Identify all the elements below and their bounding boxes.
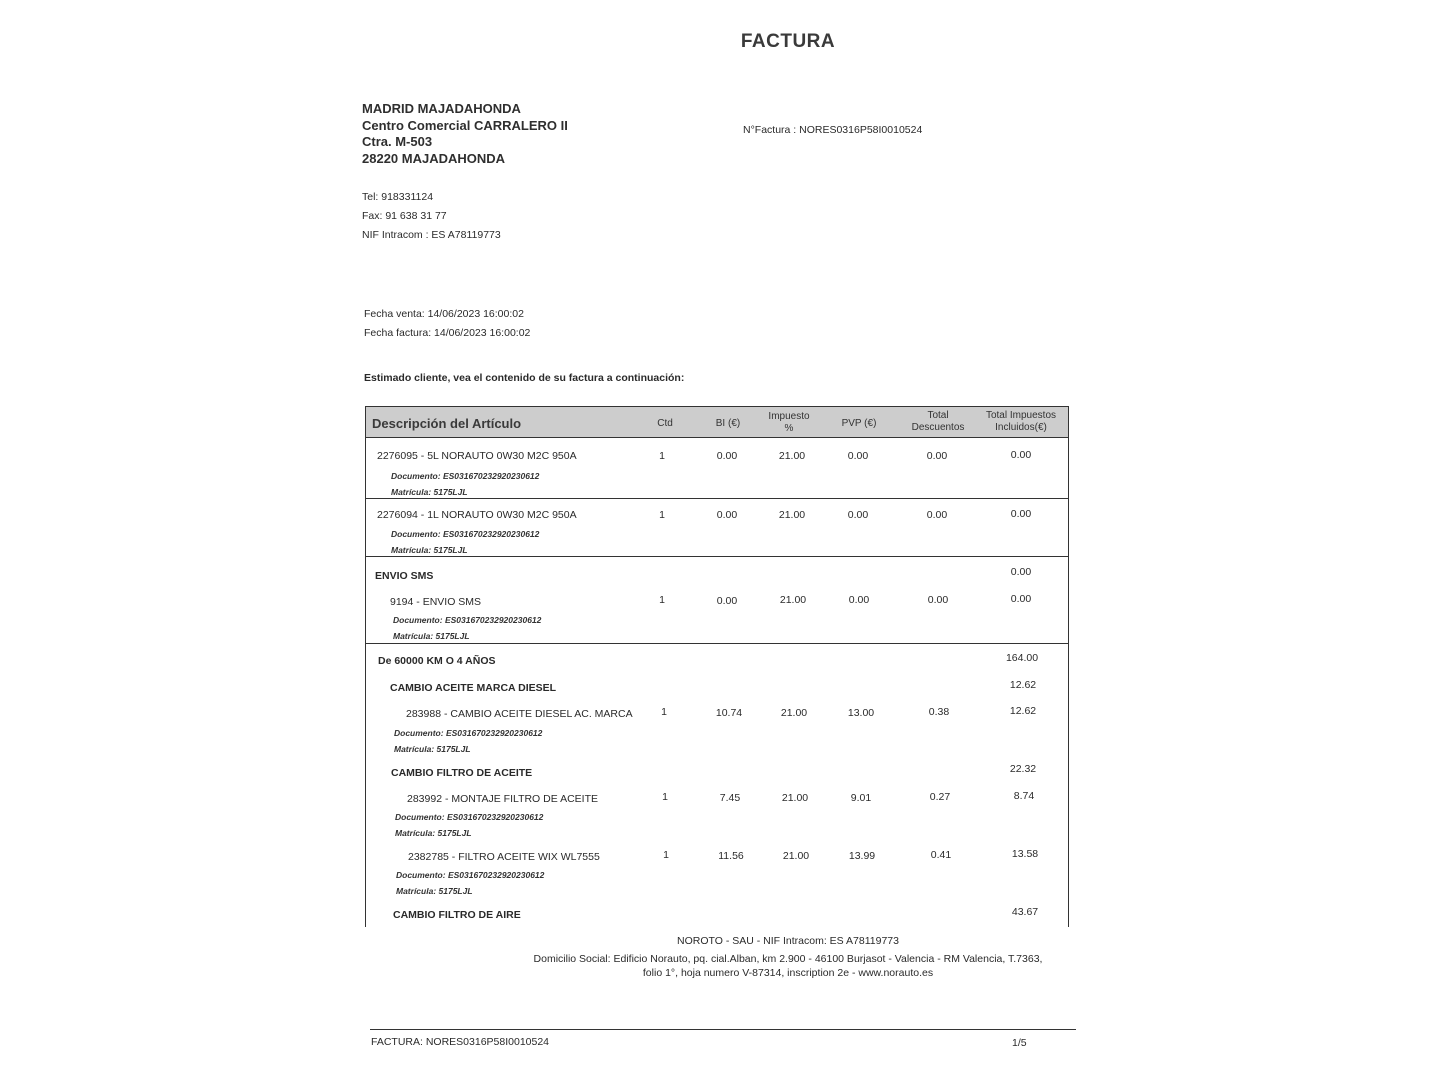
- item-discount: 0.00: [926, 509, 948, 521]
- nif: NIF Intracom : ES A78119773: [362, 229, 501, 241]
- item-description: 2276095 - 5L NORAUTO 0W30 M2C 950A: [377, 450, 577, 462]
- item-total: 0.00: [1010, 593, 1032, 605]
- address-line: Centro Comercial CARRALERO II: [362, 117, 568, 133]
- item-base: 0.00: [716, 595, 738, 607]
- item-tax: 21.00: [778, 450, 806, 462]
- item-plate: Matrícula: 5175LJL: [393, 631, 470, 641]
- item-description: 283988 - CAMBIO ACEITE DIESEL AC. MARCA: [406, 708, 633, 720]
- item-quantity: 1: [659, 450, 665, 462]
- item-total: 12.62: [1009, 705, 1037, 717]
- footer-invoice-number: FACTURA: NORES0316P58I0010524: [371, 1036, 550, 1048]
- item-quantity: 1: [659, 509, 665, 521]
- item-document: Documento: ES031670232920230612: [394, 728, 543, 738]
- intro-text: Estimado cliente, vea el contenido de su factura a continuación:: [364, 372, 685, 384]
- group-label: De 60000 KM O 4 AÑOS: [378, 655, 496, 667]
- item-pvp: 0.00: [847, 450, 869, 462]
- item-base: 0.00: [716, 509, 738, 521]
- col-discounts: Total Descuentos: [911, 410, 965, 433]
- item-total: 0.00: [1010, 508, 1032, 520]
- col-pvp: PVP (€): [841, 418, 877, 429]
- item-description: 283992 - MONTAJE FILTRO DE ACEITE: [407, 793, 598, 805]
- footer-divider: [370, 1029, 1076, 1030]
- footer-registry: folio 1°, hoja numero V-87314, inscription 2e - www.norauto.es: [642, 967, 934, 979]
- contact-info: [362, 188, 501, 245]
- item-tax: 21.00: [778, 509, 806, 521]
- item-pvp: 13.99: [848, 850, 876, 862]
- invoice-date: Fecha factura: 14/06/2023 16:00:02: [364, 327, 531, 339]
- item-total: 8.74: [1013, 790, 1035, 802]
- item-plate: Matrícula: 5175LJL: [395, 828, 472, 838]
- item-discount: 0.00: [927, 594, 949, 606]
- item-plate: Matrícula: 5175LJL: [391, 487, 468, 497]
- group-label: CAMBIO ACEITE MARCA DIESEL: [390, 682, 557, 694]
- col-total: Total Impuestos Incluidos(€): [985, 410, 1057, 433]
- col-tax: Impuesto %: [768, 411, 810, 434]
- table-header: [366, 407, 1068, 438]
- item-base: 10.74: [715, 707, 743, 719]
- document-title: FACTURA: [740, 31, 836, 52]
- phone: Tel: 918331124: [362, 191, 434, 203]
- item-plate: Matrícula: 5175LJL: [394, 744, 471, 754]
- item-discount: 0.27: [929, 791, 951, 803]
- item-pvp: 13.00: [847, 707, 875, 719]
- store-address: [362, 101, 568, 167]
- item-quantity: 1: [663, 849, 669, 861]
- invoice-dates: [364, 305, 530, 343]
- invoice-number: N°Factura : NORES0316P58I0010524: [743, 124, 923, 136]
- row-divider: [366, 498, 1068, 499]
- group-total: 164.00: [1005, 652, 1039, 664]
- item-base: 7.45: [719, 792, 741, 804]
- page-number: 1/5: [1012, 1037, 1027, 1049]
- item-pvp: 0.00: [848, 594, 870, 606]
- item-document: Documento: ES031670232920230612: [393, 615, 542, 625]
- group-total: 43.67: [1011, 906, 1039, 918]
- address-line: Ctra. M-503: [362, 134, 433, 149]
- item-pvp: 0.00: [847, 509, 869, 521]
- item-tax: 21.00: [779, 594, 807, 606]
- item-document: Documento: ES031670232920230612: [391, 529, 540, 539]
- item-base: 0.00: [716, 450, 738, 462]
- item-tax: 21.00: [782, 850, 810, 862]
- address-line: 28220 MAJADAHONDA: [362, 150, 506, 166]
- item-base: 11.56: [718, 850, 744, 862]
- item-discount: 0.41: [930, 849, 952, 861]
- item-discount: 0.00: [926, 450, 948, 462]
- item-quantity: 1: [659, 594, 665, 606]
- item-quantity: 1: [662, 791, 668, 803]
- item-tax: 21.00: [780, 707, 808, 719]
- group-label: CAMBIO FILTRO DE ACEITE: [391, 767, 533, 779]
- item-description: 2382785 - FILTRO ACEITE WIX WL7555: [408, 851, 600, 863]
- group-total: 22.32: [1009, 763, 1037, 775]
- footer-address: Domicilio Social: Edificio Norauto, pq. cial.Alban, km 2.900 - 46100 Burjasot - Valencia - RM Valencia, T.7363,: [533, 953, 1043, 965]
- row-divider: [366, 643, 1068, 644]
- sale-date: Fecha venta: 14/06/2023 16:00:02: [364, 308, 524, 320]
- col-description: Descripción del Artículo: [372, 416, 522, 431]
- item-total: 0.00: [1010, 449, 1032, 461]
- row-divider: [366, 556, 1068, 557]
- footer-company: NOROTO - SAU - NIF Intracom: ES A78119773: [677, 935, 899, 947]
- item-total: 13.58: [1011, 848, 1039, 860]
- item-plate: Matrícula: 5175LJL: [391, 545, 468, 555]
- invoice-table: [365, 406, 1069, 927]
- item-description: 2276094 - 1L NORAUTO 0W30 M2C 950A: [377, 509, 577, 521]
- item-tax: 21.00: [781, 792, 809, 804]
- item-discount: 0.38: [928, 706, 950, 718]
- col-base: BI (€): [715, 418, 741, 429]
- group-label: CAMBIO FILTRO DE AIRE: [393, 909, 521, 921]
- item-document: Documento: ES031670232920230612: [391, 471, 540, 481]
- item-pvp: 9.01: [850, 792, 872, 804]
- address-line: MADRID MAJADAHONDA: [362, 101, 521, 116]
- item-plate: Matrícula: 5175LJL: [396, 886, 473, 896]
- item-quantity: 1: [661, 706, 667, 718]
- fax: Fax: 91 638 31 77: [362, 210, 447, 222]
- col-quantity: Ctd: [657, 418, 673, 429]
- group-label: ENVIO SMS: [375, 570, 434, 582]
- group-total: 0.00: [1010, 566, 1032, 578]
- item-document: Documento: ES031670232920230612: [395, 812, 544, 822]
- item-document: Documento: ES031670232920230612: [396, 870, 545, 880]
- item-description: 9194 - ENVIO SMS: [390, 596, 482, 608]
- group-total: 12.62: [1009, 679, 1037, 691]
